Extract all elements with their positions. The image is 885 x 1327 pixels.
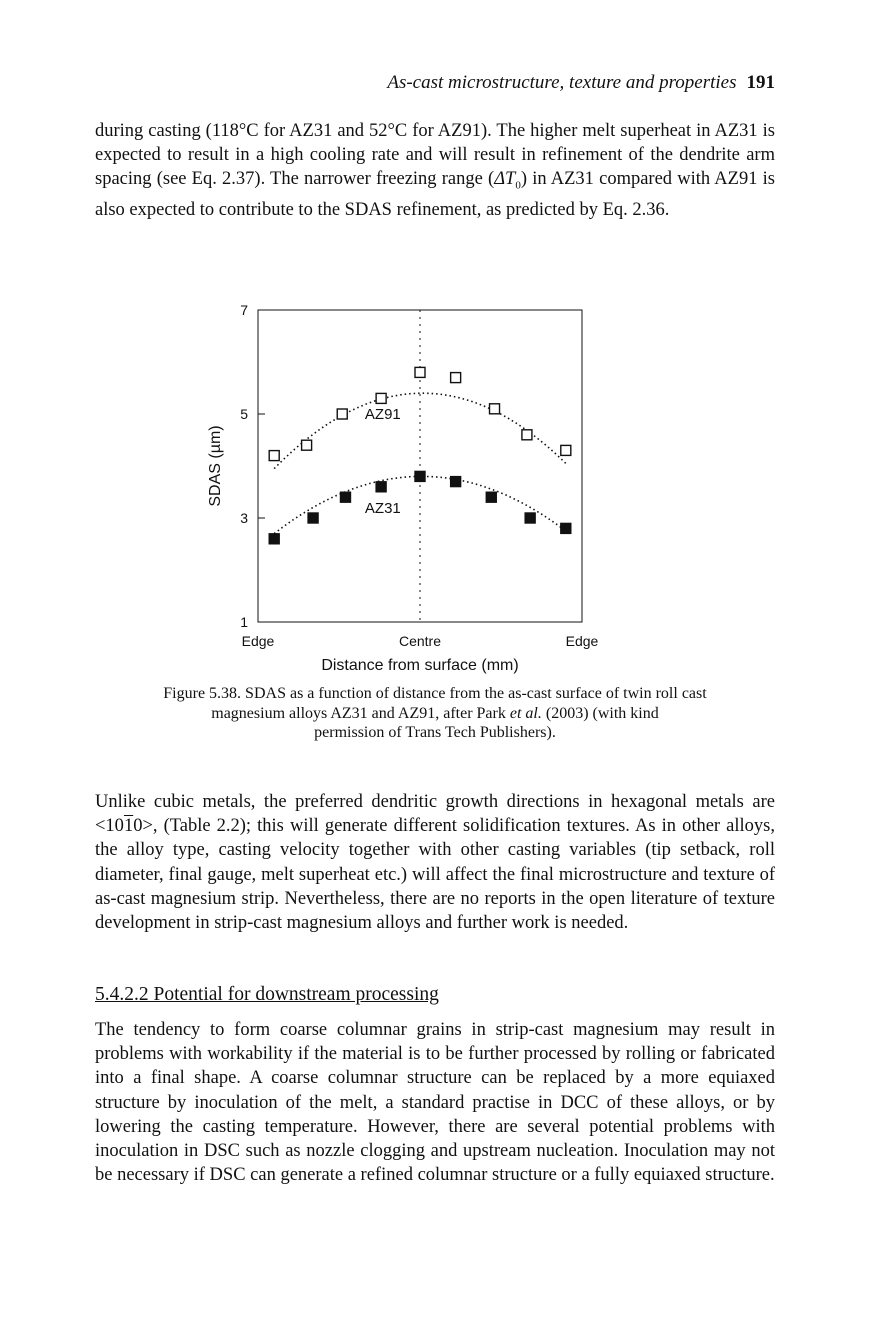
overlined-digit: 1: [123, 816, 134, 837]
az31-point: [415, 471, 425, 481]
caption-line-2: [95, 704, 775, 724]
az31-point: [486, 492, 496, 502]
y-tick-label: 1: [240, 614, 248, 630]
az91-point: [302, 440, 312, 450]
az31-point: [561, 523, 571, 533]
paragraph-1-text-a: during casting (118°C for AZ31 and 52°C for AZ91). The higher melt superheat in AZ31 is expected to result in a high cooling rate and will result in refinement of the dendrite arm spacing (see Eq. 2.37). The narrower freezing range (: [95, 121, 775, 190]
annotation-az31: AZ31: [364, 499, 401, 517]
section-heading: 5.4.2.2 Potential for downstream processing: [95, 984, 439, 1005]
az91-point: [415, 367, 425, 377]
az31-point: [340, 492, 350, 502]
az91-point: [561, 445, 571, 455]
annotation-az91: AZ91: [364, 406, 401, 424]
paragraph-3: The tendency to form coarse columnar grains in strip-cast magnesium may result in problems with workability if the material is to be further processed by rolling or fabricated into a final shape. A coarse columnar structure can be replaced by a more equiaxed structure by inoculation of the melt, a standard practise in DCC of these alloys, or by lowering the casting temperature. However, there are several potential problems with inoculation in DSC such as nozzle clogging and upstream nucleation. Inoculation may not be necessary if DSC can generate a refined columnar structure or a fully equiaxed structure.: [95, 1020, 775, 1186]
caption-text-a: magnesium alloys AZ31 and AZ91, after Park: [211, 704, 510, 722]
caption-line-3: permission of Trans Tech Publishers).: [314, 724, 556, 741]
y-tick-label: 5: [240, 406, 248, 422]
az31-point: [308, 513, 318, 523]
az91-point: [337, 409, 347, 419]
x-tick-label: Edge: [565, 633, 599, 649]
az31-point: [376, 482, 386, 492]
paragraph-2-text-a: Unlike cubic metals, the preferred dendritic growth directions in hexagonal metals are <10: [95, 792, 775, 837]
az91-point: [376, 393, 386, 403]
az91-point: [451, 373, 461, 383]
az91-point: [522, 430, 532, 440]
az31-point: [451, 477, 461, 487]
az91-point: [490, 404, 500, 414]
page-number: 191: [746, 72, 775, 93]
figure-caption: [95, 684, 775, 743]
x-tick-label: Centre: [398, 633, 442, 649]
az91-point: [269, 451, 279, 461]
paragraph-1-text-b: ) in AZ31 compared with AZ91 is also expected to contribute to the SDAS refinement, as predicted by Eq. 2.36.: [95, 169, 775, 221]
delta-t-symbol: ΔT: [494, 169, 516, 190]
y-axis-label: SDAS (µm): [207, 425, 224, 507]
x-axis-label: Distance from surface (mm): [321, 657, 519, 674]
running-title: As-cast microstructure, texture and properties: [387, 72, 737, 93]
az31-point: [269, 534, 279, 544]
az31-point: [525, 513, 535, 523]
x-tick-label: Edge: [241, 633, 275, 649]
delta-t-subscript: 0: [515, 180, 521, 193]
paragraph-2-text-b: 0>, (Table 2.2); this will generate different solidification textures. As in other alloys, the alloy type, casting velocity together with other casting variables (tip setback, roll diameter, final gauge, melt superheat etc.) will affect the final microstructure and texture of as-cast magnesium strip. Nevertheless, there are no reports in the open literature of texture development in strip-cast magnesium alloys and further work is needed.: [95, 816, 775, 934]
caption-line-1: Figure 5.38. SDAS as a function of distance from the as-cast surface of twin roll cast: [163, 685, 707, 702]
fit-curve-az31: [274, 476, 566, 533]
paragraph-2: [95, 790, 775, 935]
y-tick-label: 7: [240, 302, 248, 318]
caption-et-al: et al.: [509, 704, 542, 722]
caption-text-b: (2003) (with kind: [541, 704, 659, 722]
y-tick-label: 3: [240, 510, 248, 526]
